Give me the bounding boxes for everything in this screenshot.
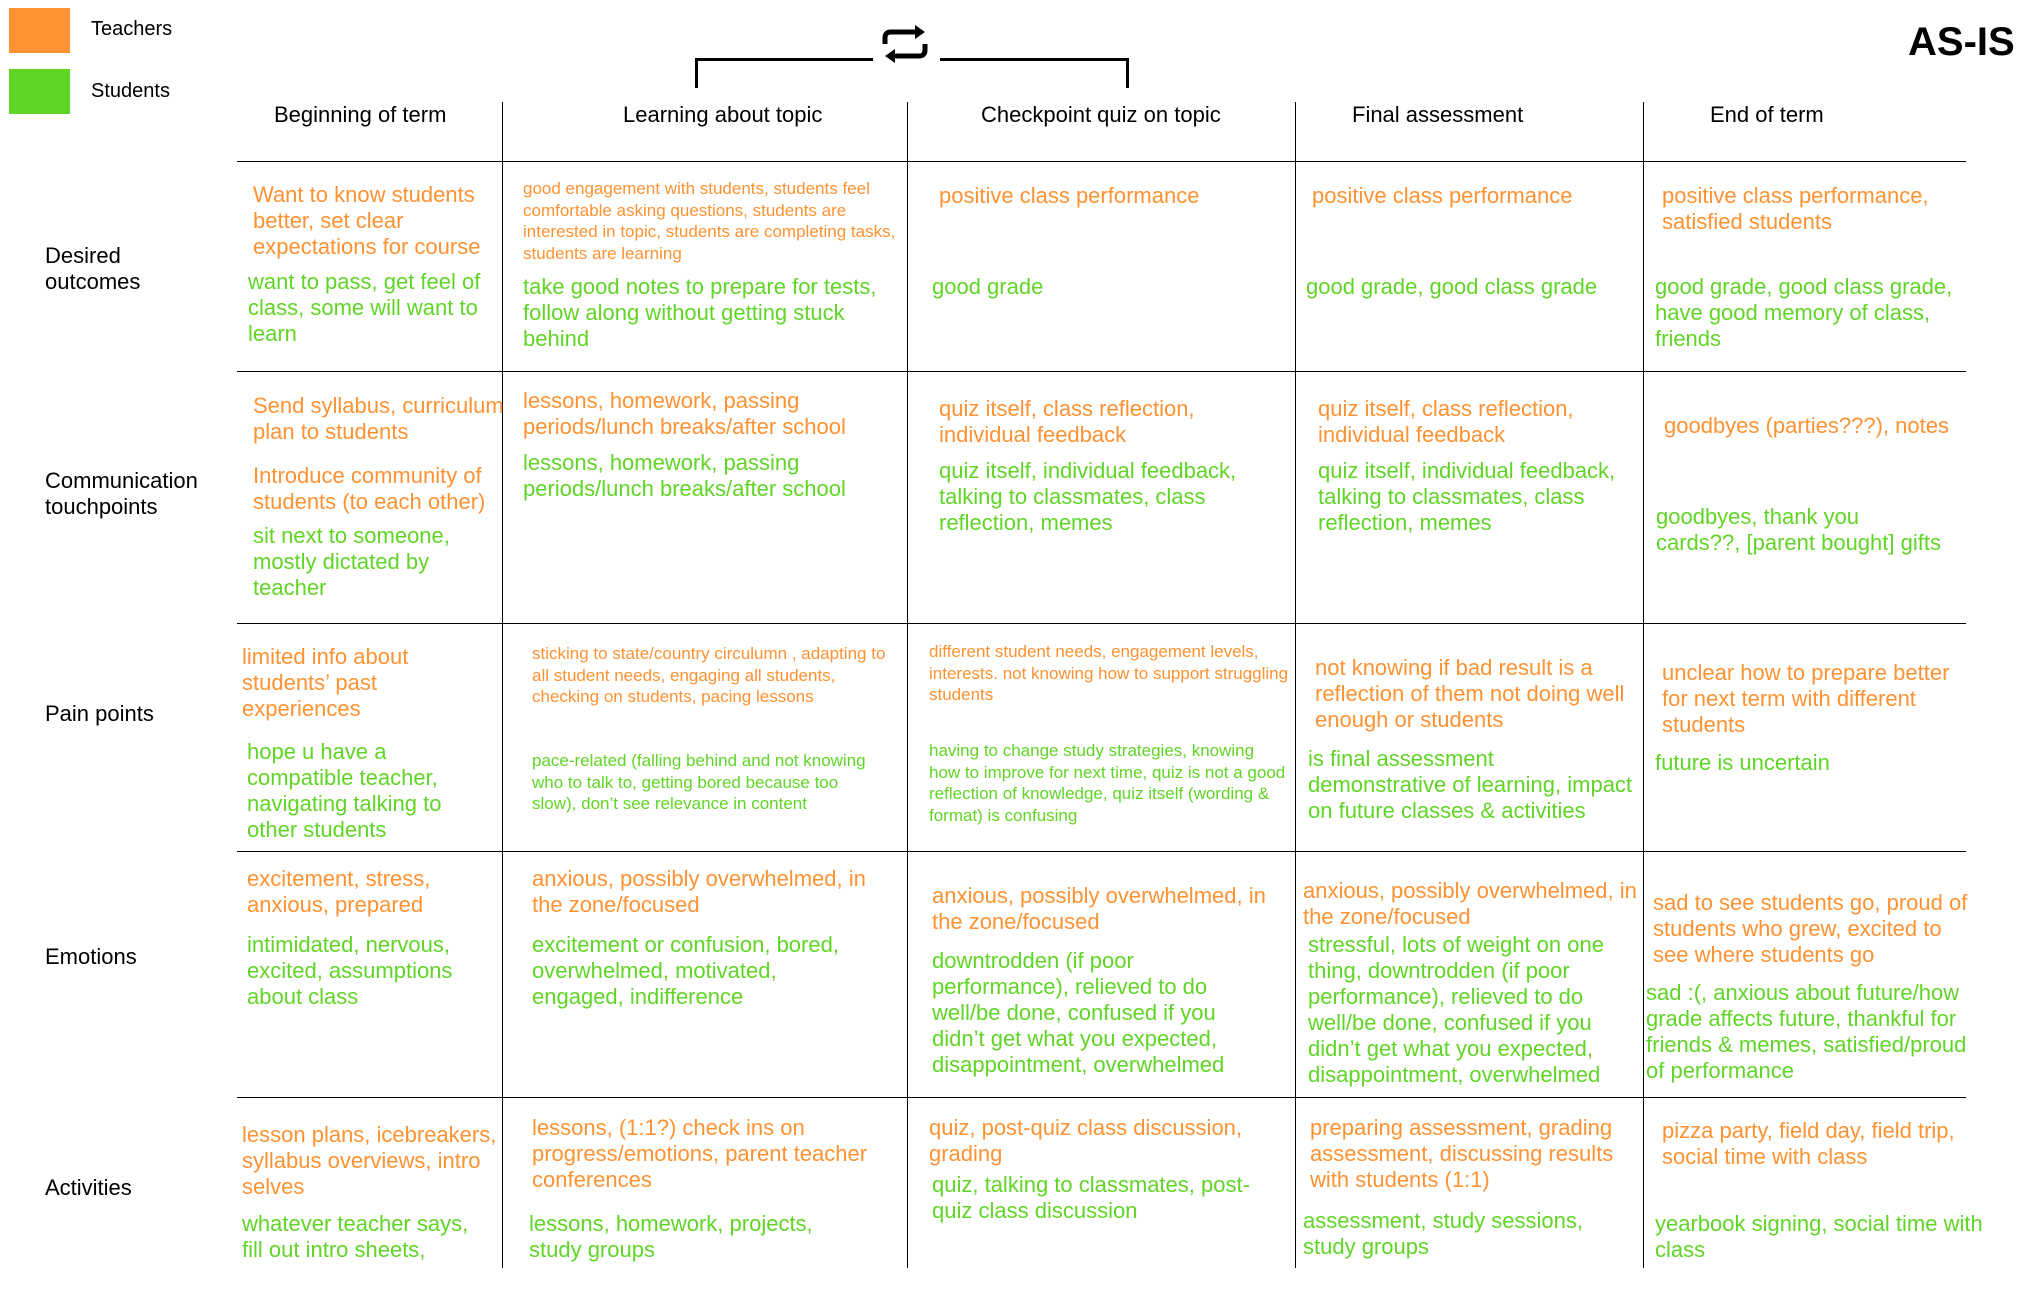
- students-note: quiz itself, individual feedback, talking to classmates, class reflection, memes: [939, 458, 1237, 535]
- teachers-note: positive class performance, satisfied students: [1662, 183, 1929, 234]
- loop-bracket-right-vertical: [1126, 58, 1129, 88]
- students-note: lessons, homework, projects, study groups: [529, 1211, 813, 1262]
- row-label-pain-points: Pain points: [45, 701, 154, 726]
- teachers-note: excitement, stress, anxious, prepared: [247, 866, 431, 917]
- students-note: good grade: [932, 274, 1044, 299]
- row-label-communication-touchpoints: Communication touchpoints: [45, 468, 198, 519]
- repeat-icon: [877, 22, 933, 66]
- students-note: intimidated, nervous, excited, assumptions about class: [247, 932, 453, 1009]
- column-divider-2: [907, 102, 908, 1268]
- students-note: pace-related (falling behind and not knowing who to talk to, getting bored because too slow), don’t see relevance in content: [532, 751, 866, 813]
- students-note: want to pass, get feel of class, some will want to learn: [248, 269, 481, 346]
- students-note: future is uncertain: [1655, 750, 1830, 775]
- students-note: goodbyes, thank you cards??, [parent bought] gifts: [1656, 504, 1941, 555]
- legend-swatch-teachers: [9, 8, 70, 53]
- teachers-note: sticking to state/country circulumn , adapting to all student needs, engaging all students, checking on students, pacing lessons: [532, 644, 886, 706]
- students-note: sad :(, anxious about future/how grade affects future, thankful for friends & memes, satisfied/proud of performance: [1646, 980, 1967, 1083]
- students-note: downtrodden (if poor performance), relieved to do well/be done, confused if you didn’t get what you expected, disappointment, overwhelmed: [932, 948, 1225, 1077]
- column-header-checkpoint-quiz: Checkpoint quiz on topic: [981, 102, 1221, 127]
- teachers-note: positive class performance: [939, 183, 1200, 208]
- row-label-emotions: Emotions: [45, 944, 137, 969]
- teachers-note: quiz itself, class reflection, individual feedback: [939, 396, 1195, 447]
- loop-bracket-left-vertical: [695, 58, 698, 88]
- row-divider-2: [237, 371, 1966, 372]
- students-note: yearbook signing, social time with class: [1655, 1211, 1983, 1262]
- legend-label-students: Students: [91, 80, 170, 102]
- teachers-note: sad to see students go, proud of students who grew, excited to see where students go: [1653, 890, 1968, 967]
- teachers-note: lesson plans, icebreakers, syllabus overviews, intro selves: [242, 1122, 497, 1199]
- row-divider-1: [237, 161, 1966, 162]
- students-note: take good notes to prepare for tests, follow along without getting stuck behind: [523, 274, 877, 351]
- loop-bracket-right-horizontal: [940, 58, 1129, 61]
- row-label-activities: Activities: [45, 1175, 132, 1200]
- column-header-final-assessment: Final assessment: [1352, 102, 1524, 127]
- teachers-note: unclear how to prepare better for next term with different students: [1662, 660, 1950, 737]
- teachers-note: good engagement with students, students feel comfortable asking questions, students are interested in topic, students are completing tasks, students are learning: [523, 179, 896, 263]
- row-divider-5: [237, 1097, 1966, 1098]
- students-note: whatever teacher says, fill out intro sheets,: [242, 1211, 469, 1262]
- teachers-note: not knowing if bad result is a reflection of them not doing well enough or students: [1315, 655, 1625, 732]
- students-note: stressful, lots of weight on one thing, downtrodden (if poor performance), relieved to do well/be done, confused if you didn’t get what you expected, disappointment, overwhelmed: [1308, 932, 1604, 1087]
- teachers-note: anxious, possibly overwhelmed, in the zone/focused: [532, 866, 866, 917]
- students-note: lessons, homework, passing periods/lunch breaks/after school: [523, 450, 846, 501]
- page-title: AS-IS: [1908, 20, 2015, 64]
- teachers-note: anxious, possibly overwhelmed, in the zone/focused: [932, 883, 1266, 934]
- row-label-desired-outcomes: Desired outcomes: [45, 243, 141, 294]
- teachers-note: quiz itself, class reflection, individual feedback: [1318, 396, 1574, 447]
- teachers-note: Introduce community of students (to each other): [253, 463, 486, 514]
- teachers-note: lessons, (1:1?) check ins on progress/emotions, parent teacher conferences: [532, 1115, 868, 1192]
- column-divider-4: [1643, 102, 1644, 1268]
- students-note: hope u have a compatible teacher, navigating talking to other students: [247, 739, 442, 842]
- legend-label-teachers: Teachers: [91, 18, 173, 40]
- column-header-beginning-of-term: Beginning of term: [274, 102, 447, 127]
- students-note: good grade, good class grade, have good memory of class, friends: [1655, 274, 1953, 351]
- teachers-note: quiz, post-quiz class discussion, grading: [929, 1115, 1243, 1166]
- teachers-note: goodbyes (parties???), notes: [1664, 413, 1949, 438]
- column-divider-3: [1295, 102, 1296, 1268]
- column-header-end-of-term: End of term: [1710, 102, 1824, 127]
- students-note: quiz, talking to classmates, post-quiz class discussion: [932, 1172, 1250, 1223]
- teachers-note: pizza party, field day, field trip, social time with class: [1662, 1118, 1955, 1169]
- students-note: having to change study strategies, knowing how to improve for next time, quiz is not a good reflection of knowledge, quiz itself (wording & format) is confusing: [929, 741, 1286, 825]
- students-note: is final assessment demonstrative of learning, impact on future classes & activities: [1308, 746, 1633, 823]
- legend-swatch-students: [9, 69, 70, 114]
- row-divider-4: [237, 851, 1966, 852]
- teachers-note: Want to know students better, set clear expectations for course: [253, 182, 481, 259]
- teachers-note: limited info about students’ past experiences: [242, 644, 409, 721]
- students-note: quiz itself, individual feedback, talking to classmates, class reflection, memes: [1318, 458, 1616, 535]
- students-note: excitement or confusion, bored, overwhelmed, motivated, engaged, indifference: [532, 932, 839, 1009]
- students-note: assessment, study sessions, study groups: [1303, 1208, 1584, 1259]
- teachers-note: Send syllabus, curriculum plan to students: [253, 393, 504, 444]
- column-divider-1: [502, 102, 503, 1268]
- students-note: good grade, good class grade: [1306, 274, 1598, 299]
- teachers-note: positive class performance: [1312, 183, 1573, 208]
- teachers-note: preparing assessment, grading assessment, discussing results with students (1:1): [1310, 1115, 1614, 1192]
- students-note: sit next to someone, mostly dictated by teacher: [253, 523, 450, 600]
- column-header-learning-about-topic: Learning about topic: [623, 102, 823, 127]
- teachers-note: different student needs, engagement levels, interests. not knowing how to support struggling students: [929, 642, 1289, 704]
- teachers-note: anxious, possibly overwhelmed, in the zone/focused: [1303, 878, 1637, 929]
- row-divider-3: [237, 623, 1966, 624]
- loop-bracket-left-horizontal: [695, 58, 873, 61]
- teachers-note: lessons, homework, passing periods/lunch breaks/after school: [523, 388, 846, 439]
